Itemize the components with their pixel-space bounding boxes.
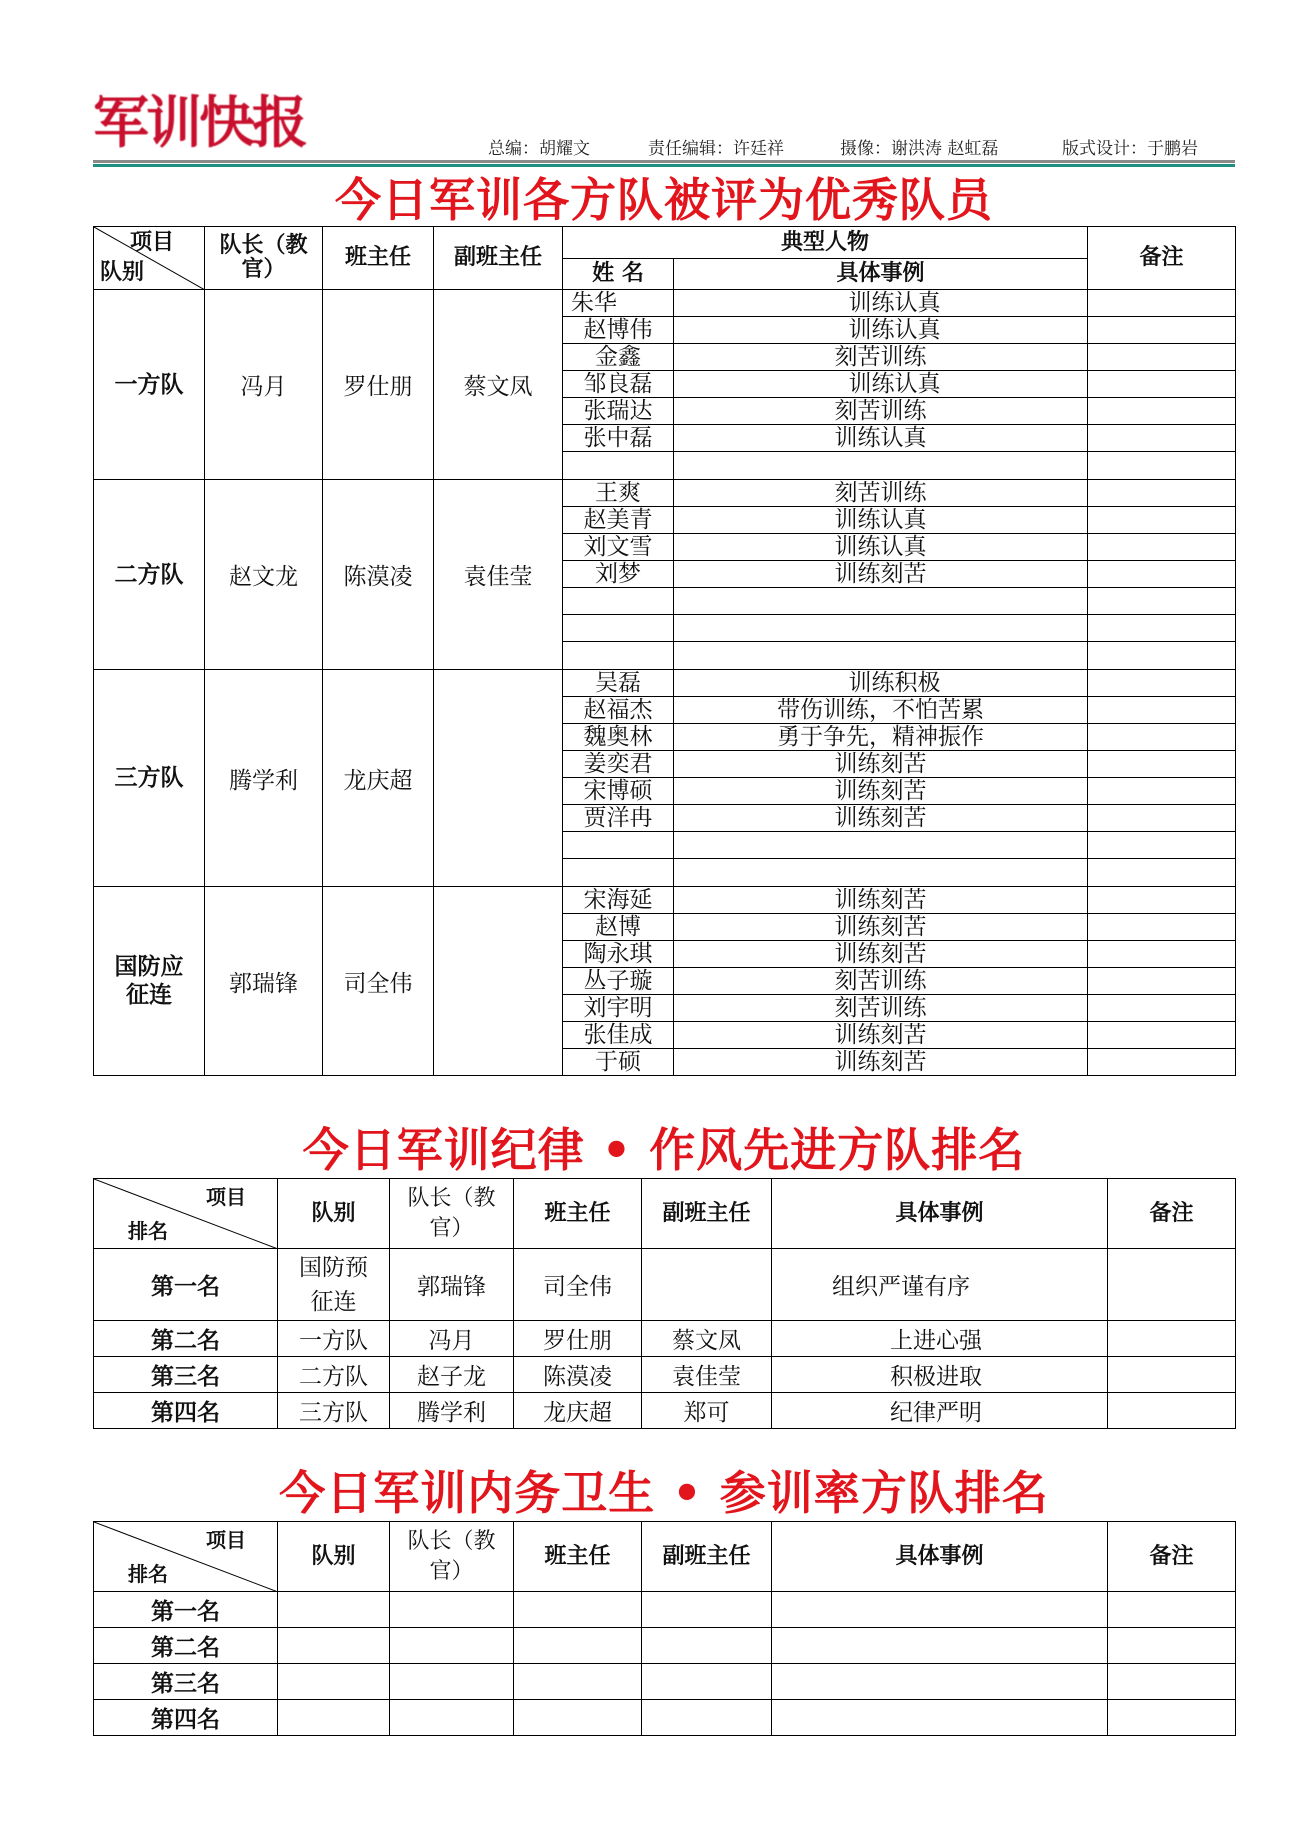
member-example: 训练认真 [674,507,1088,534]
header-example: 具体事例 [674,259,1088,290]
remark-cell [1088,859,1236,887]
member-name: 刘文雪 [563,534,674,561]
header-remark: 备注 [1108,1522,1236,1592]
rank-example: 上进心强 [772,1321,1108,1357]
rank-vice-teacher: 蔡文凤 [642,1321,772,1357]
remark-cell [1088,778,1236,805]
member-example: 勇于争先，精神振作 [674,724,1088,751]
rank-vice-teacher [642,1628,772,1664]
remark-cell [1088,724,1236,751]
rank-vice-teacher [642,1664,772,1700]
member-example: 训练认真 [674,534,1088,561]
rank-captain: 冯月 [390,1321,514,1357]
member-example: 刻苦训练 [674,480,1088,507]
header-item: 项目 [206,1185,246,1209]
member-name-empty [563,615,674,642]
remark-cell [1088,887,1236,914]
remark-cell [1088,1022,1236,1049]
member-example: 训练认真 [674,290,1088,317]
rank-head-teacher [514,1592,642,1628]
squad-name: 国防应征连 [94,887,205,1076]
member-example: 训练认真 [674,425,1088,452]
remark-cell [1088,642,1236,670]
header-diagonal-cell [94,227,205,290]
rank-head-teacher: 陈漠凌 [514,1357,642,1393]
rank-label: 第三名 [94,1357,278,1393]
header-captain: 队长（教官） [390,1179,514,1249]
remark-cell [1088,751,1236,778]
member-name: 王爽 [563,480,674,507]
header-example: 具体事例 [772,1522,1108,1592]
masthead-title: 军训快报 [93,90,305,156]
rank-captain [390,1592,514,1628]
header-unit: 队别 [100,260,145,285]
rank-vice-teacher [642,1592,772,1628]
rank-captain [390,1700,514,1736]
member-name: 于硕 [563,1049,674,1076]
rank-label: 第二名 [94,1628,278,1664]
header-head-teacher: 班主任 [514,1179,642,1249]
remark-cell [1088,615,1236,642]
rank-unit: 三方队 [278,1393,390,1429]
rank-unit: 一方队 [278,1321,390,1357]
rank-label: 第一名 [94,1249,278,1321]
remark-cell [1088,697,1236,724]
rank-captain [390,1664,514,1700]
squad-captain: 郭瑞锋 [205,887,323,1076]
rank-captain: 腾学利 [390,1393,514,1429]
remark-cell [1108,1628,1236,1664]
header-example: 具体事例 [772,1179,1108,1249]
member-name: 朱华 [563,290,674,317]
member-name: 赵福杰 [563,697,674,724]
rank-example [772,1664,1108,1700]
header-typical: 典型人物 [563,227,1088,259]
squad-name: 一方队 [94,290,205,480]
rank-label: 第三名 [94,1664,278,1700]
rank-head-teacher [514,1700,642,1736]
member-name: 赵美青 [563,507,674,534]
header-remark: 备注 [1088,227,1236,290]
rank-label: 第四名 [94,1393,278,1429]
member-name: 张中磊 [563,425,674,452]
rank-head-teacher [514,1664,642,1700]
credit-chief-editor: 总编：胡耀文 [488,139,590,159]
remark-cell [1088,670,1236,697]
member-name-empty [563,452,674,480]
member-example-empty [674,588,1088,615]
header-rank: 排名 [128,1562,168,1586]
remark-cell [1088,480,1236,507]
squad-captain: 腾学利 [205,670,323,887]
credit-layout-design: 版式设计：于鹏岩 [1062,139,1198,159]
member-example-empty [674,452,1088,480]
header-diagonal-cell [94,1179,278,1249]
member-example-empty [674,642,1088,670]
member-name-empty [563,642,674,670]
member-name: 贾洋冉 [563,805,674,832]
header-item: 项目 [130,230,175,255]
remark-cell [1088,805,1236,832]
member-example: 刻苦训练 [674,344,1088,371]
rank-head-teacher: 罗仕朋 [514,1321,642,1357]
remark-cell [1108,1393,1236,1429]
remark-cell [1088,344,1236,371]
rank-vice-teacher [642,1700,772,1736]
squad-name: 三方队 [94,670,205,887]
member-example-empty [674,615,1088,642]
remark-cell [1088,1049,1236,1076]
member-example: 训练刻苦 [674,778,1088,805]
rank-vice-teacher: 郑可 [642,1393,772,1429]
section-title-hygiene: 今日军训内务卫生 • 参训率方队排名 [279,1466,1049,1520]
member-example: 刻苦训练 [674,995,1088,1022]
member-example: 训练刻苦 [674,1022,1088,1049]
rank-captain: 郭瑞锋 [390,1249,514,1321]
squad-captain: 赵文龙 [205,480,323,670]
remark-cell [1108,1249,1236,1321]
member-example: 训练刻苦 [674,561,1088,588]
header-rule-accent [93,164,1235,167]
hygiene-ranking-table [93,1521,1236,1736]
remark-cell [1088,398,1236,425]
remark-cell [1108,1700,1236,1736]
squad-head-teacher: 龙庆超 [323,670,434,887]
header-rank: 排名 [128,1219,168,1243]
member-name: 陶永琪 [563,941,674,968]
member-name: 姜奕君 [563,751,674,778]
remark-cell [1088,561,1236,588]
member-name: 宋博硕 [563,778,674,805]
member-example: 训练刻苦 [674,914,1088,941]
squad-vice-teacher [434,887,563,1076]
member-name: 赵博伟 [563,317,674,344]
remark-cell [1108,1357,1236,1393]
remark-cell [1088,290,1236,317]
header-name: 姓 名 [563,259,674,290]
remark-cell [1108,1592,1236,1628]
rank-unit [278,1628,390,1664]
member-name: 张佳成 [563,1022,674,1049]
member-name-empty [563,832,674,859]
member-example: 训练认真 [674,371,1088,398]
header-item: 项目 [206,1528,246,1552]
diagonal-line [94,1522,278,1592]
member-name: 赵博 [563,914,674,941]
header-head-teacher: 班主任 [323,227,434,290]
section-title-outstanding: 今日军训各方队被评为优秀队员 [335,173,993,227]
member-example: 带伤训练，不怕苦累 [674,697,1088,724]
member-name: 魏奥林 [563,724,674,751]
member-name: 丛子璇 [563,968,674,995]
rank-label: 第四名 [94,1700,278,1736]
rank-example: 积极进取 [772,1357,1108,1393]
rank-label: 第一名 [94,1592,278,1628]
remark-cell [1088,914,1236,941]
member-example: 训练刻苦 [674,941,1088,968]
header-rule [93,160,1235,163]
rank-captain: 赵子龙 [390,1357,514,1393]
rank-example [772,1700,1108,1736]
rank-unit [278,1700,390,1736]
header-unit: 队别 [278,1522,390,1592]
rank-example [772,1592,1108,1628]
discipline-ranking-table [93,1178,1236,1429]
member-example: 训练刻苦 [674,805,1088,832]
member-example: 训练积极 [674,670,1088,697]
remark-cell [1088,995,1236,1022]
credit-photographer: 摄像：谢洪涛 赵虹磊 [840,139,999,159]
rank-unit: 国防预征连 [278,1249,390,1321]
squad-head-teacher: 罗仕朋 [323,290,434,480]
header-remark: 备注 [1108,1179,1236,1249]
member-example: 刻苦训练 [674,398,1088,425]
remark-cell [1088,534,1236,561]
remark-cell [1108,1664,1236,1700]
member-name: 吴磊 [563,670,674,697]
remark-cell [1088,588,1236,615]
member-name: 刘宇明 [563,995,674,1022]
squad-head-teacher: 陈漠凌 [323,480,434,670]
header-captain: 队长（教官） [205,227,323,290]
rank-example: 组织严谨有序 [772,1249,1108,1321]
remark-cell [1088,968,1236,995]
member-name: 金鑫 [563,344,674,371]
remark-cell [1088,941,1236,968]
squad-vice-teacher: 袁佳莹 [434,480,563,670]
rank-unit [278,1664,390,1700]
remark-cell [1088,371,1236,398]
rank-head-teacher: 龙庆超 [514,1393,642,1429]
member-example: 训练认真 [674,317,1088,344]
section-title-discipline: 今日军训纪律 • 作风先进方队排名 [302,1123,1026,1177]
rank-head-teacher [514,1628,642,1664]
member-name-empty [563,859,674,887]
member-example: 训练刻苦 [674,751,1088,778]
remark-cell [1088,452,1236,480]
squad-vice-teacher: 蔡文凤 [434,290,563,480]
member-name: 张瑞达 [563,398,674,425]
member-name: 宋海延 [563,887,674,914]
rank-vice-teacher [642,1249,772,1321]
remark-cell [1088,507,1236,534]
header-head-teacher: 班主任 [514,1522,642,1592]
rank-vice-teacher: 袁佳莹 [642,1357,772,1393]
member-example-empty [674,859,1088,887]
rank-label: 第二名 [94,1321,278,1357]
header-vice-teacher: 副班主任 [642,1179,772,1249]
masthead-logo [93,92,326,154]
member-example-empty [674,832,1088,859]
squad-captain: 冯月 [205,290,323,480]
header-vice-teacher: 副班主任 [434,227,563,290]
header-diagonal-cell [94,1522,278,1592]
outstanding-members-table [93,226,1236,1076]
member-example: 训练刻苦 [674,887,1088,914]
member-example: 刻苦训练 [674,968,1088,995]
remark-cell [1108,1321,1236,1357]
rank-unit: 二方队 [278,1357,390,1393]
member-name: 刘梦 [563,561,674,588]
credit-responsible-editor: 责任编辑：许廷祥 [648,139,784,159]
remark-cell [1088,425,1236,452]
rank-unit [278,1592,390,1628]
remark-cell [1088,832,1236,859]
header-captain: 队长（教官） [390,1522,514,1592]
member-name-empty [563,588,674,615]
diagonal-line [94,1179,278,1249]
squad-name: 二方队 [94,480,205,670]
rank-example: 纪律严明 [772,1393,1108,1429]
member-name: 邹良磊 [563,371,674,398]
rank-captain [390,1628,514,1664]
header-vice-teacher: 副班主任 [642,1522,772,1592]
squad-head-teacher: 司全伟 [323,887,434,1076]
rank-head-teacher: 司全伟 [514,1249,642,1321]
member-example: 训练刻苦 [674,1049,1088,1076]
remark-cell [1088,317,1236,344]
squad-vice-teacher [434,670,563,887]
rank-example [772,1628,1108,1664]
header-unit: 队别 [278,1179,390,1249]
